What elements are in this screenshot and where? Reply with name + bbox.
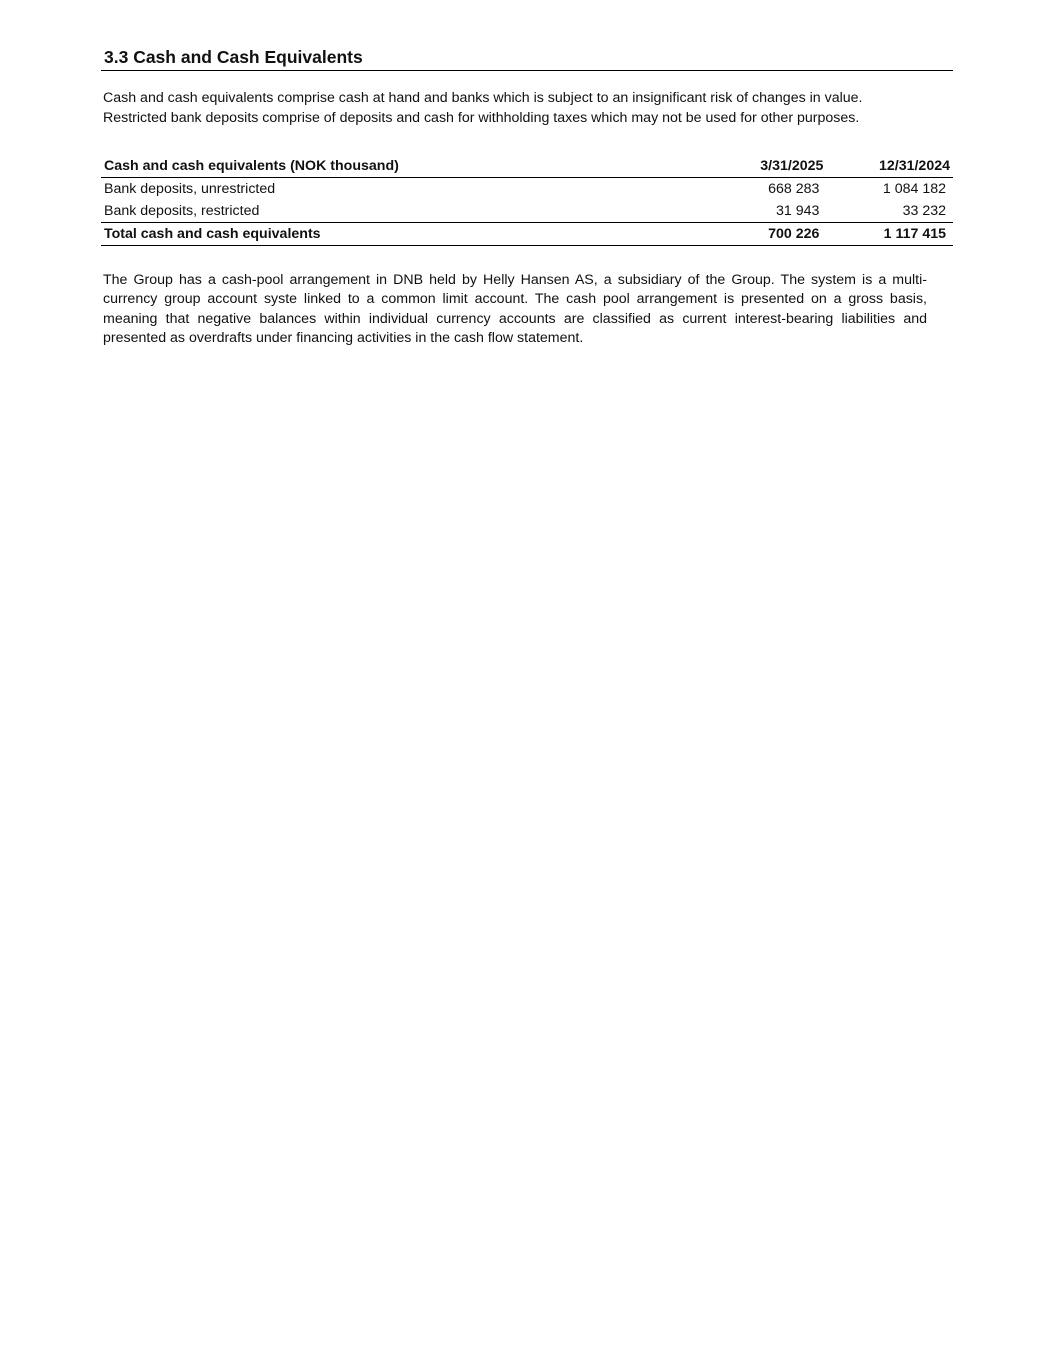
row-label: Bank deposits, unrestricted xyxy=(104,181,276,197)
header-q1-2025: 3/31/2025 xyxy=(692,155,826,178)
row-label: Bank deposits, restricted xyxy=(104,203,260,219)
document-page xyxy=(101,46,953,348)
cash-pool-note: The Group has a cash-pool arrangement in DNB held by Helly Hansen AS, a subsidiary of the Group. The system is a multi-currency group account syste linked to a common limit account. The cash pool arrangement is presented on a gross basis, meaning that negative balances within individual currency accounts are classified as current interest-bearing liabilities and presented as overdrafts under financing activities in the cash flow statement. xyxy=(103,272,927,346)
row-ye-value: 1 084 182 xyxy=(882,181,946,197)
header-ye-2024: 12/31/2024 xyxy=(826,155,953,178)
row-q1-value: 31 943 xyxy=(776,203,820,219)
total-q1-value: 700 226 xyxy=(692,223,826,246)
intro-line-1: Cash and cash equivalents comprise cash at hand and banks which is subject to an insignificant risk of changes in value. xyxy=(103,90,863,106)
table-header-row xyxy=(101,155,953,178)
table-row xyxy=(101,178,953,201)
total-label: Total cash and cash equivalents xyxy=(101,223,692,246)
intro-line-2: Restricted bank deposits comprise of deposits and cash for withholding taxes which may not be used for other purposes. xyxy=(103,109,860,126)
table-row xyxy=(101,200,953,223)
row-q1-value: 668 283 xyxy=(768,181,820,197)
cash-table xyxy=(101,155,953,246)
row-ye-value: 33 232 xyxy=(902,203,946,219)
header-label: Cash and cash equivalents (NOK thousand) xyxy=(101,155,692,178)
section-title: 3.3 Cash and Cash Equivalents xyxy=(101,46,953,71)
table-total-row xyxy=(101,223,953,246)
intro-paragraph xyxy=(101,89,953,128)
total-ye-value: 1 117 415 xyxy=(826,223,953,246)
